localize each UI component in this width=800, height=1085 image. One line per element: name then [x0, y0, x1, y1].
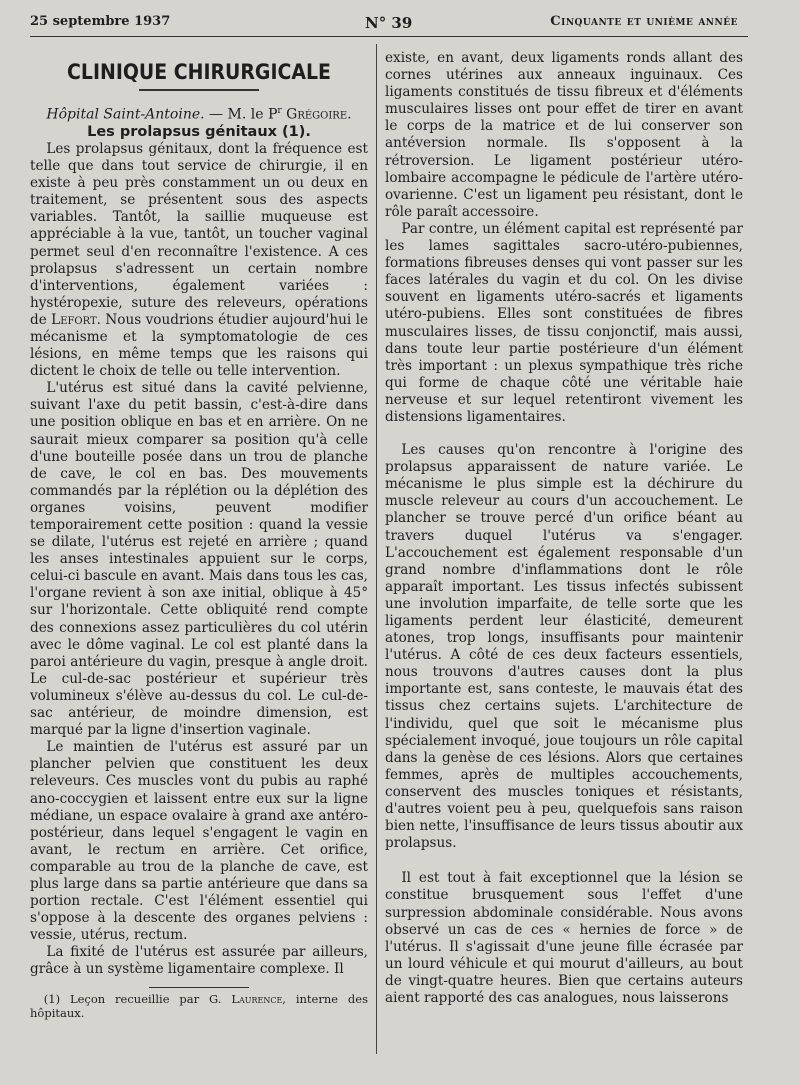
paragraph: Les causes qu'on rencontre à l'origine des prolapsus apparaissent de nature variée. Le mécanisme le plus simple est la déchirure du muscle releveur au cours d'un accouchement. Le plancher se trouve percé d'un orifice béant au travers duquel l'utérus va s'engager. L'accouchement est également responsable d'un grand nombre d'inflammations dont le rôle apparaît important. Les tissus infectés subissent une involution imparfaite, de telle sorte que les ligaments perdent leur élasticité, demeurent atones, trop longs, insuffisants pour maintenir l'utérus. A côté de ces deux facteurs essentiels, nous trouvons d'autres causes dont la plus importante est, sans conteste, le mauvais état des tissus chez certains sujets. L'architecture de l'individu, quel que soit le mécanisme plus spécialement invoqué, joue toujours un rôle capital dans la genèse de ces lésions. Alors que certaines femmes, après de multiples accouchements, conservent des muscles toniques et résistants, d'autres voient peu à peu, quelquefois sans raison bien nette, l'insuffisance de leurs tissus aboutir aux prolapsus.	[385, 442, 743, 852]
paragraph	[30, 141, 368, 380]
section-title: CLINIQUE CHIRURGICALE	[67, 60, 331, 84]
doctor-name: Grégoire.	[281, 106, 352, 123]
paragraph: L'utérus est situé dans la cavité pelvienne, suivant l'axe du petit bassin, c'est-à-dire dans une position oblique en bas et en arrière. On ne saurait mieux comparer sa position qu'à celle d'une bouteille posée dans un trou de planche de cave, le col en bas. Des mouvements commandés par la réplétion ou la déplétion des organes voisins, peuvent modifier temporairement cette position : quand la vessie se dilate, l'utérus est rejeté en arrière ; quand les anses intestinales appuient sur le corps, celui-ci bascule en avant. Mais dans tous les cas, l'organe revient à son axe initial, oblique à 45° sur l'horizontale. Cette obliquité rend compte des connexions assez particulières du col utérin avec le dôme vaginal. Le col est planté dans la paroi antérieure du vagin, presque à angle droit. Le cul-de-sac postérieur et supérieur très volumineux s'élève au-dessus du col. Le cul-de-sac antérieur, de moindre dimension, est marqué par la ligne d'insertion vaginale.	[30, 380, 368, 739]
paragraph: existe, en avant, deux ligaments ronds allant des cornes utérines aux anneaux inguinaux. Ces ligaments constitués de tissu fibreux et d'éléments musculaires lisses ont pour effet de tirer en avant le corps de la matrice et de lui conserver son antéversion normale. Ils s'opposent à la rétroversion. Le ligament postérieur utéro-lombaire accompagne le pédicule de l'artère utéro-ovarienne. C'est un ligament peu résistant, dont le rôle paraît accessoire.	[385, 50, 743, 220]
right-column	[385, 50, 743, 1007]
article-subject: Les prolapsus génitaux (1).	[87, 123, 311, 140]
spacer	[385, 426, 743, 442]
footnote	[30, 992, 368, 1020]
text-segment: (1) Leçon recueillie par G.	[43, 991, 232, 1006]
paragraph: Il est tout à fait exceptionnel que la lésion se constitue brusquement sous l'effet d'une surpression abdominale considérable. Nous avons observé un cas de ces « hernies de force » de l'utérus. Il s'agissait d'une jeune fille écrasée par un lourd véhicule et qui mourut d'ailleurs, au bout de vingt-quatre heures. Bien que certains auteurs aient rapporté des cas analogues, nous laisserons	[385, 870, 743, 1006]
issue-date: 25 septembre 1937	[30, 14, 171, 29]
spacer	[385, 852, 743, 870]
hospital-line	[30, 103, 368, 124]
header-rule	[30, 36, 748, 37]
author-name-lefort: Lefort	[51, 311, 97, 328]
text-segment: , interne des hôpitaux.	[30, 991, 368, 1020]
column-divider	[376, 44, 377, 1054]
paragraph: La fixité de l'utérus est assurée par ailleurs, grâce à un système ligamentaire complexe. Il	[30, 944, 368, 978]
footnote-rule	[149, 987, 249, 988]
issue-year: Cinquante et unième année	[550, 14, 738, 29]
issue-number: N° 39	[365, 14, 413, 32]
page-header	[30, 14, 738, 34]
hospital-dash: — M. le P	[204, 106, 278, 123]
paragraph: Le maintien de l'utérus est assuré par un plancher pelvien que constituent les deux releveurs. Ces muscles vont du pubis au raphé ano-coccygien et laissent entre eux sur la ligne médiane, un espace ovalaire à grand axe antéro-postérieur, dans lequel s'engagent le vagin en avant, le rectum en arrière. Cet orifice, comparable au trou de la planche de cave, est plus large dans sa partie antérieure que dans sa portion rectale. C'est l'élément essentiel qui s'oppose à la descente des organes pelviens : vessie, utérus, rectum.	[30, 739, 368, 944]
author-name-laurence: Laurence	[231, 991, 283, 1006]
paragraph: Par contre, un élément capital est représenté par les lames sagittales sacro-utéro-pubiennes, formations fibreuses denses qui vont passer sur les faces latérales du vagin et du col. On les divise souvent en ligaments utéro-sacrés et ligaments utéro-pubiens. Elles sont constituées de fibres musculaires lisses, de tissu conjonctif, mais aussi, dans toute leur partie postérieure d'un élément très important : un plexus sympathique très riche qui forme de chaque côté une véritable haie nerveuse et sur lequel retentiront vivement les distensions ligamentaires.	[385, 220, 743, 425]
title-rule	[139, 89, 259, 91]
left-column	[30, 60, 368, 1020]
professor-sup: r	[277, 106, 282, 117]
text-segment: Les prolapsus génitaux, dont la fréquence est telle que dans tout service de chirurgie, il en existe à peu près constamment un ou deux en traitement, se présentent sous des aspects variables. Tantôt, la saillie muqueuse est appréciable à la vue, tantôt, un toucher vaginal permet seul d'en reconnaître l'existence. A ces prolapsus s'adressent un certain nombre d'interventions, également variées : hystéropexie, suture des releveurs, opérations de	[30, 140, 368, 328]
text-segment: . Nous voudrions étudier aujourd'hui le mécanisme et la symptomatologie de ces lésions, en même temps que les raisons qui dictent le choix de telle ou telle intervention.	[30, 311, 369, 380]
hospital-name: Hôpital Saint-Antoine.	[46, 106, 205, 123]
